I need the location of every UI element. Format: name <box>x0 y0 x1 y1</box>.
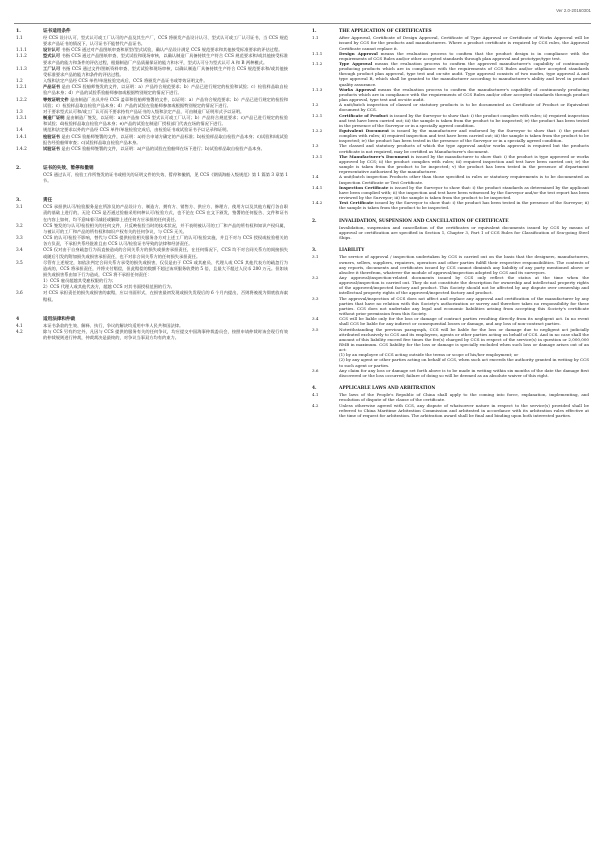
clause-item <box>16 98 288 110</box>
clause-number <box>312 225 339 240</box>
clause-term: Certificate of Product <box>339 112 389 118</box>
clause-number <box>312 357 339 367</box>
clause-term: Design Approval <box>339 50 378 56</box>
clause-term: The Manufacturer's Document <box>339 153 410 159</box>
clause-body: The laws of the People's Republic of China shall apply to the coming into force, explanation, implementing, and resolution of dispute of the clause of the certificate. <box>339 392 589 403</box>
clause-item <box>16 173 288 185</box>
clause-item <box>312 174 589 184</box>
clause-number: 1.3 <box>312 143 319 149</box>
section-number: 4 <box>16 316 20 322</box>
header-divider <box>14 23 591 24</box>
clause-body: CCS 的认可/检验不影响，替代与 CCS 提供检验相关服务各方对上述工厂的认可/检验实施，并且不对与 CCS 授权或检验相关的各方负责，不承担共系经批准且由 CCS 认可/检验证书导致的法律和经济责任。 <box>43 236 288 248</box>
clause-item <box>312 51 589 61</box>
clause-item <box>16 205 288 223</box>
clause-text <box>339 143 589 153</box>
clause-item <box>312 316 589 326</box>
clause-body: is issued by the manufacturer to show that: i) the product is type approved or works approved by CCS; ii) the product complies with rules; iii) required inspection and test have been carried out; iv) the sample is taken from the product to be inspected; v) the product has been tested in the presence of department representative authorized by the manufacturer. <box>339 153 589 175</box>
clause-body: 除与 CCS 另有约定外，凡因与 CCS 提供的服务有关的任何争议，均应提交中国海事仲裁委员会，按照申请仲裁时该会现行有效的仲裁规则进行仲裁，仲裁裁决是最终的，对争议当事双方均有约束力。 <box>43 329 288 342</box>
clause-body: 书指 CCS 通过文件/图纸资料审查、型式试验和现场审核，以确认制造厂具备持续生产符合 CCS 规范要求和/或其他接受标准要求产品的能力和条件的评估过程。 <box>43 66 288 78</box>
clause-body: is issued by the manufacturer and endorsed by the Surveyor to show that: i) the product complies with rules; ii) required inspection and test have been carried out; iii) the sample is taken from the product to be inspected; iv) the product has been tested in the presence of the Surveyor or in a specially agreed condition. <box>339 128 589 144</box>
clause-body: 是由 CCS 验船师签署的文件，以证明：a)符合申请方确定的产品标准；b)检验样品取自检验产品本身；c)试验和/或试验报告经验船师审查；c)试验样品取自检验产品本身。 <box>43 134 288 146</box>
clause-body: 对于要求型式认可和/或工厂认可而不要求持有产品证书的入级和法定产品，可由制造厂证明形式予以证明。 <box>43 109 245 115</box>
clause-text <box>339 275 589 296</box>
clause-text <box>339 174 589 184</box>
section-number: 3. <box>16 198 21 204</box>
clause-text <box>43 224 288 236</box>
clause-number: 3.2 <box>312 274 319 280</box>
clause-item <box>312 113 589 128</box>
clause-text <box>43 261 288 279</box>
clause-body: 经 CCS 设计认可、型式认可或工厂认可的产品及其生产厂，CCS 将颁发产品设计认可、型式认可或工厂认可证书，当 CCS 规范要求产品证书的情况下，认可证书不能替代产品证书。 <box>43 36 288 48</box>
clause-text <box>43 205 288 223</box>
clause-body: 对 CCS 承担责任的损失或损害的索赔，应以书面形式，在损害最初发现或损失发现后的 6 个月内提出，否则将被视为彻底放弃索赔权。 <box>43 291 288 303</box>
clause-number: 1.4.2 <box>16 146 27 152</box>
clause-body: means the evaluation process to confirm the manufacturer's capability of continuously producing products which are in compliance with the requirements of CCS Rules and/or other accepted standards through product plan approval, type test and on-site audit. <box>339 86 589 103</box>
clause-number: 3.3 <box>312 295 319 301</box>
clause-text <box>43 116 288 128</box>
clause-body: 入级和法定产品经 CCS 单件/单批检验完成后，CCS 将颁发产品证书或等效证明文件。 <box>43 79 208 85</box>
section-title: INVALIDATION, SUSPENSION AND CANCELLATION OF CERTIFICATE <box>339 218 509 224</box>
clause-number: 1.4.1 <box>312 184 323 190</box>
clause-body: 书指 CCS 通过对产品图纸审查和原型/型式试验，确认产品设计满足 CCS 规范要求和其他接受标准要求的评估过程。 <box>61 48 283 54</box>
clause-body: CCS 签发的与认可/检验相关的任何文件，只反映检验当时的技术状况，并不表明被认可的工厂和产品的所有权和知识产权归属，与被认可的工厂和产品的所有权和知识产权有关的任何争议，与 CCS 无关。 <box>43 223 288 235</box>
clause-number: 1.3 <box>16 109 23 115</box>
clause-body: 规范和法定要求以外的产品经 CCS 单件/单批检验完成后，由检验证书或试验证书予以记录和证明。 <box>43 128 231 134</box>
clause-body: CCS 仅对由于自身疏忽行为而直接造成的合同关系方的损失或损害承担责任，在任何情况下，CCS 均不对合同关系方的间接损失或随后引发的附加损失或损害承担责任，也不对非合同关系方的任何损失承担责任。 <box>43 248 288 260</box>
clause-section <box>312 386 589 418</box>
clause-item <box>312 403 589 418</box>
clause-term: 试验证书 <box>43 146 61 152</box>
clause-body: A unit/batch inspection Products other than those specified in rules or statutory requirements is to be documented as Inspection Certificate or Test Certificate. <box>339 174 589 185</box>
clause-text <box>339 200 589 210</box>
clause-text <box>339 296 589 317</box>
clause-text <box>339 357 589 367</box>
clause-text <box>339 154 589 175</box>
clause-body: Any approval/inspection-related documents issued by CCS only reflect the status at the time when the approval/inspection is carried out. They do not constitute the description for ownership and intellectual property rights of the approved/inspected factory and product. This Society should not be affected by any dispute over ownership and intellectual property rights of the approved/inspected factory and product. <box>339 274 589 296</box>
section-number: 4. <box>312 386 317 392</box>
clause-number: 4.1 <box>16 323 23 329</box>
clause-body: 书指 CCS 通过产品图纸审查、型式试验和现场审核，以确认制造厂具备持续生产符合 CCS 规范要求和/或其他接受标准要求产品的能力和条件的评估过程，根据制造厂产品质量保证的能力和水平，型式认可分为型式认可 A 和 B 两种模式。 <box>43 54 288 66</box>
clause-text <box>339 128 589 143</box>
clause-number: 1.3.1 <box>16 116 27 122</box>
clause-number: 1.2.2 <box>312 128 323 133</box>
clause-body: 1）CCS 雇员超越其受雇权限的行为； <box>43 279 116 285</box>
clause-item <box>312 327 589 353</box>
section-title: APPLICABLE LAWS AND ARBITRATION <box>339 386 436 392</box>
clause-item <box>312 154 589 175</box>
section-heading <box>16 198 288 204</box>
clause-body: (1) by an employee of CCS acting outside the terms or scope of his/her employment; or <box>339 352 519 358</box>
clause-number: 3.5 <box>312 326 319 332</box>
clause-item <box>16 116 288 128</box>
clause-text <box>339 87 589 102</box>
clause-item <box>16 67 288 79</box>
section-heading <box>16 317 288 323</box>
clause-text <box>43 98 288 110</box>
clause-section <box>312 29 589 211</box>
clause-item <box>16 36 288 48</box>
section-title: 证书适用条件 <box>43 29 71 34</box>
clause-item <box>16 236 288 248</box>
version-label: Ver 2.0-20160301 <box>556 8 591 13</box>
clause-body: issued by the Surveyor to show that: i) the product has been tested in the presence of the Surveyor; ii) the sample is taken from the product to be inspected. <box>339 200 589 211</box>
clause-body: The service of approval / inspection undertaken by CCS is carried out on the basis that the designers, manufacturers, owners, sellers, suppliers, repairers, operators and other parties fulfill their respective responsibilities. The contents of any reports, documents and certificates issued by CCS cannot diminish any liability of any party mentioned above or absolve it therefrom, whatever the module of approval/inspection adopted by CCS and its surveyors. <box>339 254 589 275</box>
clause-text <box>339 61 589 87</box>
clause-number: 4.1 <box>312 392 319 398</box>
clause-item <box>16 147 288 153</box>
clause-body: Any claim for any loss or damage set forth above is to be made in writing within six months of the date the damage first discovered or the loss occurred; failure of doing so will be deemed as an absolute waiver of this right. <box>339 367 589 378</box>
clause-term: 工厂认可 <box>43 66 61 72</box>
clause-body: 是由制造厂签发，以证明：a)该产品按 CCS 型式认可或工厂认可；b）产品符合规范要求；c)产品已进行规定的检验和试验；d)检验样品取自检验产品本身；e)产品的试验在制造厂授权部门代表在场的情况下进行。 <box>43 116 288 128</box>
clause-item <box>16 330 288 342</box>
section-number: 3. <box>312 248 317 254</box>
section-title: LIABILITY <box>339 248 365 254</box>
section-number: 2. <box>16 165 21 171</box>
clause-body: is issued by the Surveyor to show that: i) the product standards as determined by the applicant have been complied with; ii) the inspection and test have been witnessed by the Surveyor and/or the test report has been reviewed by the Surveyor; iii) the sample is taken from the product to be inspected. <box>339 184 589 201</box>
clause-number: 4.2 <box>312 402 319 408</box>
clause-number: 1.2 <box>16 79 23 85</box>
clause-body: 是由 CCS 验船师签发的文件，以证明：a）产品符合规范要求；b）产品已进行规定的检验和试验；c）检验样品取自检验产品本身；d）产品的试验系验船师参加或根据特别规定的情况下进行。 <box>43 85 288 97</box>
clause-item <box>16 261 288 279</box>
clause-body: After Approval, Certificate of Design Approval, Certificate of Type Approval or Certificate of Works Approval will be issued by CCS for the products and manufacturers. Where a product certificate is required by CCS rules, the Approval Certificate cannot replace it. <box>339 35 589 51</box>
clause-body: CCS will be liable only for the loss or damage of contract parties resulting directly from its negligent act. In no event shall CCS be liable for any indirect or consequential losses or damage, and any loss of non-contract parties. <box>339 316 589 327</box>
clause-item <box>312 368 589 378</box>
clause-body: The classed and statutory products of which the type approval and/or works approval is required but the products certificate is not required, may be certified as Manufacturer's document. <box>339 143 589 154</box>
clause-term: 型式认可 <box>43 54 61 60</box>
clause-number: 3.6 <box>16 291 23 297</box>
section-number: 2. <box>312 218 317 224</box>
clause-text <box>43 54 288 66</box>
clause-text <box>43 147 288 153</box>
clause-text <box>339 185 589 200</box>
clause-number: 1.2 <box>312 102 319 108</box>
clause-number: 3.3 <box>16 236 23 242</box>
clause-section <box>312 248 589 378</box>
english-terms-column <box>312 29 589 418</box>
section-number: 1. <box>16 29 21 34</box>
clause-body: 是由 CCS 验船师签署的文件，以证明：a)产品的试验在验船师在场下进行；b)试验样品取自检验产品本身。 <box>61 146 265 152</box>
clause-text <box>43 236 288 248</box>
clause-number: 1.2.2 <box>16 97 27 103</box>
clause-text <box>339 51 589 61</box>
clause-item <box>16 54 288 66</box>
section-heading <box>312 29 589 35</box>
clause-term: Works Approval <box>339 86 376 92</box>
clause-text <box>43 173 288 185</box>
clause-item <box>312 225 589 240</box>
clause-body: (2) by any agent or other parties acting on behalf of CCS, when such act exceeds the authority granted in writing by CCS to such agent or parties. <box>339 357 589 368</box>
clause-text <box>339 35 589 50</box>
clause-body: 尽管有上述规定，如依法判定合同关系方承受的损失或损害，仅仅是由于 CCS 或其雇员、代理人或 CCS 其他代表方的疏忽行为造成的，CCS 将承担责任，并将支付赔偿，但此赔偿的数额不超过该项服务收费的 5 倍，且最大不超过人民币 200 万元。但如该损失或损害系由如下行为造成，CCS 将不承担任何责任： <box>43 260 288 278</box>
clause-term: Equivalent Document <box>339 128 390 133</box>
clause-section <box>16 198 288 304</box>
clause-text <box>43 67 288 79</box>
section-heading <box>312 386 589 392</box>
clause-term: 产品证书 <box>43 85 61 91</box>
clause-text <box>339 225 589 240</box>
clause-item <box>312 296 589 317</box>
clause-section <box>312 219 589 241</box>
clause-item <box>312 357 589 367</box>
clause-item <box>312 392 589 402</box>
clause-number: 1.3.1 <box>312 153 323 159</box>
section-title: 适用法律和仲裁 <box>43 316 76 322</box>
clause-number: 3.5 <box>16 260 23 266</box>
clause-text <box>43 291 288 303</box>
clause-term: Inspection Certificate <box>339 184 389 190</box>
clause-text <box>339 392 589 402</box>
section-number: 1. <box>312 29 317 34</box>
clause-number: 1.1.3 <box>16 66 27 72</box>
clause-number: 1.2.1 <box>312 112 323 118</box>
clause-body: 本证书条款的生效、解释、执行，争议的解决均适用中华人民共和国法律。 <box>43 323 184 329</box>
clause-number: 1.1 <box>16 36 23 41</box>
section-title: 责任 <box>43 198 53 204</box>
clause-body: means the evaluation process to confirm the approved manufacturer's capability of continuously producing products which are in compliance with the requirements of CCS Rules and/or other accepted standards through product plan approval, type test and on-site audit. Type approval consists of two modes, type approval A and type approval B, which shall be granted to the manufacturer according to manufacturer's ability and level in product quality assurance. <box>339 60 589 87</box>
clause-text <box>339 327 589 353</box>
clause-text <box>43 36 288 48</box>
clause-term: 等效证明文件 <box>43 97 69 103</box>
clause-item <box>312 87 589 102</box>
clause-term: 制造厂证明 <box>43 116 65 122</box>
clause-item <box>312 185 589 200</box>
clause-body: 是由制造厂出具并经 CCS 盖章和验船师签署的文件，以证明：a）产品符合规范要求；b）产品已进行规定的检验和试验；c）检验样品取自检验产品本身；d）产品的试验在验船师参加或根据特别规定的情况下进行。 <box>43 97 288 109</box>
clause-text <box>43 85 288 97</box>
clause-item <box>312 275 589 296</box>
clause-item <box>312 128 589 143</box>
clause-number: 1.2.1 <box>16 85 27 91</box>
clause-text <box>339 316 589 326</box>
clause-text <box>43 248 288 260</box>
clause-text <box>43 330 288 342</box>
clause-text <box>339 368 589 378</box>
clause-item <box>312 143 589 153</box>
clause-number: 3.2 <box>16 223 23 229</box>
clause-section <box>16 317 288 342</box>
clause-number: 3.4 <box>16 248 23 254</box>
clause-body: is issued by the Surveyor to show that: i) the product complies with rules; ii) required inspection and test have been carried out; iii) the sample is taken from the product to be inspected; iv) the product has been tested in the presence of the Surveyor or in a specially agreed condition. <box>339 112 589 128</box>
section-heading <box>16 166 288 172</box>
clause-body: Unless otherwise agreed with CCS, any dispute of whatsoever nature in respect to the service(s) provided shall be referred to China Maritime Arbitration Commission and arbitrated in accordance with its arbitration rules effective at the time of request for arbitration. The arbitration award shall be final and binding upon both interested parties. <box>339 402 589 418</box>
clause-body: 2）CCS 代理人或其他代表方，超越 CCS 对其书面授权范围的行为。 <box>43 285 175 291</box>
chinese-terms-column <box>16 29 288 342</box>
clause-number: 1.4 <box>16 128 23 134</box>
section-title: THE APPLICATION OF CERTIFICATES <box>339 29 432 34</box>
clause-term: Type Approval <box>339 60 373 66</box>
clause-body: means the evaluation process to confirm that the product design is in compliance with the requirements of CCS Rules and/or other accepted standards through plan approval and prototype/type test. <box>339 50 590 61</box>
clause-term: Test Certificate <box>339 200 374 206</box>
clause-term: 设计认可 <box>43 48 61 54</box>
clause-body: CCS 承担供认可/检验服务是在所涉及的产品设计方、制造方、拥有方、销售方、供应方、修理方、使用方以及其他方履行各自职责的基础上进行的，无论 CCS 是否通过验船采用何种认可/检验方式，也不论在 CCS 在文下颁发，签署的任何报告、文件和证书在内容上如何，均不意味着可减轻或解除上述任何方应承担的任何责任。 <box>43 205 288 223</box>
clause-number: 3.1 <box>16 205 23 211</box>
clause-text <box>339 403 589 418</box>
clause-body: Notwithstanding the previous paragraph, CCS will be liable for the loss or damage due to negligent act judicially attributed exclusively to CCS and its employees, agents or other parties acting on behalf of CCS. And in no case shall the amount of this liability exceed five times the fee(s) charged by CCS in respect of the service(s) in question or 2,000,000 RMB in maximum. CCS liability for the loss or damage is specially excluded when such loss or damage arises out of an act: <box>339 326 589 353</box>
clause-section <box>16 29 288 153</box>
clause-number: 1.1.1 <box>312 50 323 56</box>
clause-body: The approval/inspection of CCS does not affect and replace any approval and certification of the manufacturer by any parties that have no relation with this Society's authorization or survey and therefore takes no responsibility for these parties. CCS does not undertake any legal and economic liabilities arising from accepting this Society's certificate without prior permission from this Society. <box>339 295 589 317</box>
clause-section <box>16 166 288 185</box>
section-heading <box>16 29 288 35</box>
clause-number: 3.6 <box>312 367 319 373</box>
clause-number: 4.2 <box>16 329 23 335</box>
clause-item <box>16 135 288 147</box>
section-heading <box>312 219 589 225</box>
clause-number: 1.4.2 <box>312 200 323 206</box>
clause-text <box>339 102 589 112</box>
clause-item <box>16 224 288 236</box>
clause-text <box>339 113 589 128</box>
clause-number: 1.4.1 <box>16 134 27 140</box>
clause-number: 1.1.2 <box>16 54 27 60</box>
clause-number: 3.4 <box>312 316 319 322</box>
clause-number: 1.1.3 <box>312 86 323 92</box>
clause-number: 3.1 <box>312 254 319 260</box>
clause-item <box>16 85 288 97</box>
clause-term: 检验证书 <box>43 134 61 140</box>
clause-body: Invalidation, suspension and cancellation of the certificates or equivalent documents issued by CCS by means of approval or certification are specified in Section 1, Chapter 3, Part 1 of CCS Rules for Classification of Sea-going Steel Ships. <box>339 224 589 240</box>
clause-number: 1.1.2 <box>312 60 323 66</box>
clause-item <box>312 200 589 210</box>
clause-number: 1.1.1 <box>16 48 27 54</box>
section-title: 证书的失效、暂停和撤销 <box>43 165 94 171</box>
clause-item <box>312 61 589 87</box>
section-heading <box>312 248 589 254</box>
clause-text <box>43 135 288 147</box>
clause-number <box>16 173 43 185</box>
clause-text <box>339 254 589 275</box>
clause-item <box>312 35 589 50</box>
clause-number: 1.4 <box>312 174 319 180</box>
clause-item <box>16 291 288 303</box>
clause-body: A unit/batch inspection of classed or statutory products is to be documented as Certificate of Product or Equivalent document by CCS. <box>339 102 589 113</box>
clause-item <box>16 248 288 260</box>
clause-item <box>312 254 589 275</box>
clause-item <box>312 102 589 112</box>
clause-body: CCS 通过认可、检验工作所签发的证书或相关的证明文件的失效、暂停和撤销，见 CCS《钢质海船入级规范》第 1 篇第 3 章第 1 节。 <box>43 172 288 185</box>
clause-number: 1.1 <box>312 35 319 41</box>
